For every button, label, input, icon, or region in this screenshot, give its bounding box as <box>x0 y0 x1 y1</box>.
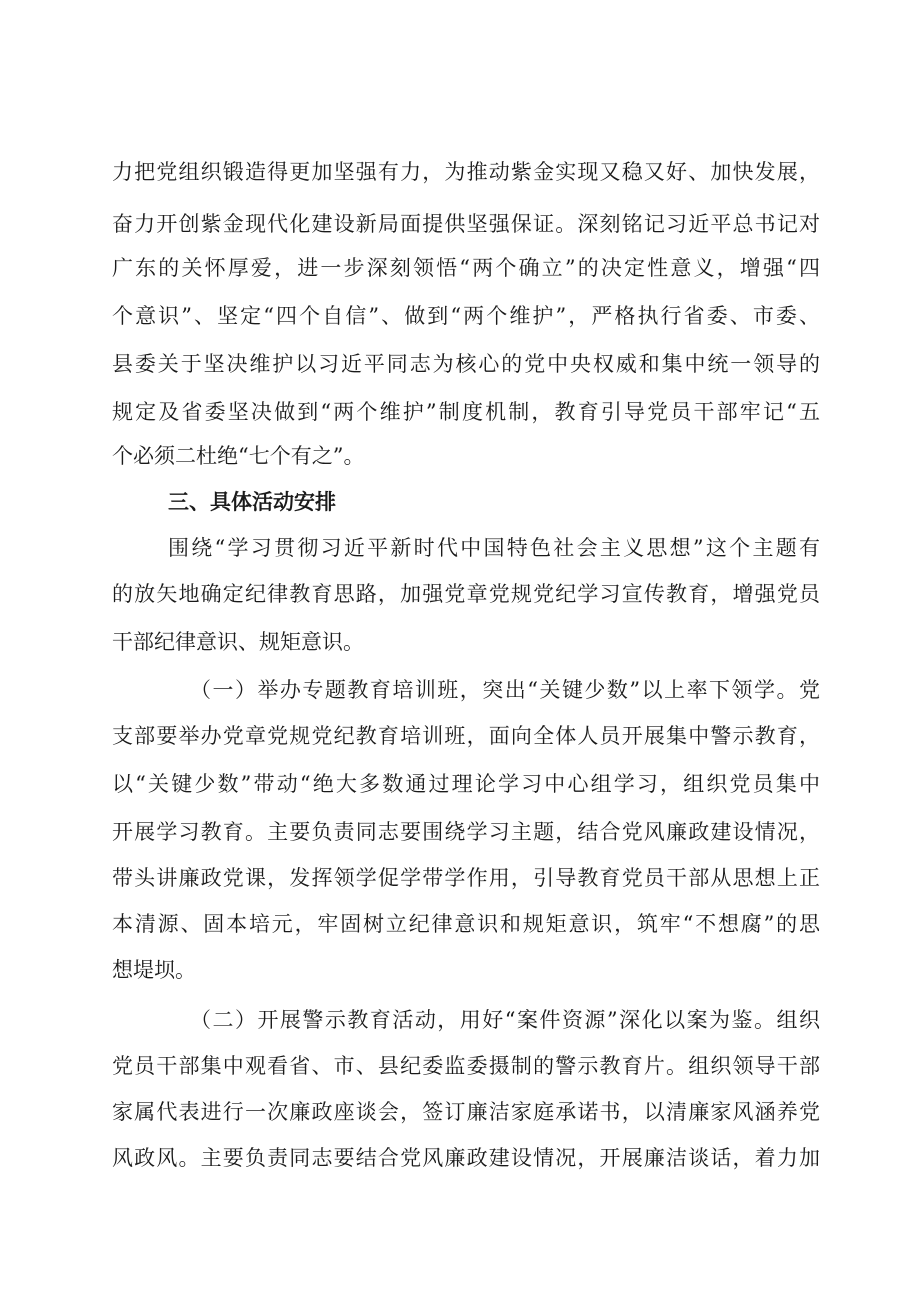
paragraph-1-line: 广东的关怀厚爱，进一步深刻领悟“两个确立”的决定性意义，增强“四 <box>112 256 820 280</box>
paragraph-3-line: 支部要举办党章党规党纪教育培训班，面向全体人员开展集中警示教育， <box>112 724 820 748</box>
section-heading: 三、具体活动安排 <box>168 490 336 514</box>
paragraph-3-line: 以“关键少数”带动“绝大多数通过理论学习中心组学习，组织党员集中 <box>112 772 820 796</box>
paragraph-1-line: 规定及省委坚决做到“两个维护”制度机制，教育引导党员干部牢记“五 <box>112 400 820 424</box>
paragraph-3-line: 想堤坝。 <box>112 958 196 982</box>
paragraph-2-line: 的放矢地确定纪律教育思路，加强党章党规党纪学习宣传教育，增强党员 <box>112 582 820 606</box>
paragraph-1-line: 力把党组织锻造得更加坚强有力，为推动紫金实现又稳又好、加快发展， <box>112 160 820 184</box>
paragraph-1-line: 奋力开创紫金现代化建设新局面提供坚强保证。深刻铭记习近平总书记对 <box>112 212 820 236</box>
paragraph-4-line: （二）开展警示教育活动，用好“案件资源”深化以案为鉴。组织 <box>190 1008 820 1032</box>
paragraph-3-line: 本清源、固本培元，牢固树立纪律意识和规矩意识，筑牢“不想腐”的思 <box>112 912 820 936</box>
paragraph-1-line: 县委关于坚决维护以习近平同志为核心的党中央权威和集中统一领导的 <box>112 352 820 376</box>
paragraph-1-line: 个意识”、坚定“四个自信”、做到“两个维护”，严格执行省委、市委、 <box>112 304 820 328</box>
paragraph-3-line: 带头讲廉政党课，发挥领学促学带学作用，引导教育党员干部从思想上正 <box>112 866 820 890</box>
paragraph-1-line: 个必须二杜绝“七个有之”。 <box>112 444 365 468</box>
paragraph-2-line: 围绕“学习贯彻习近平新时代中国特色社会主义思想”这个主题有 <box>168 536 820 560</box>
paragraph-3-line: （一）举办专题教育培训班，突出“关键少数”以上率下领学。党 <box>190 678 820 702</box>
paragraph-4-line: 党员干部集中观看省、市、县纪委监委摄制的警示教育片。组织领导干部 <box>112 1054 820 1078</box>
paragraph-4-line: 家属代表进行一次廉政座谈会，签订廉洁家庭承诺书，以清廉家风涵养党 <box>112 1100 820 1124</box>
paragraph-3-line: 开展学习教育。主要负责同志要围绕学习主题，结合党风廉政建设情况， <box>112 820 820 844</box>
paragraph-4-line: 风政风。主要负责同志要结合党风廉政建设情况，开展廉洁谈话，着力加 <box>112 1146 820 1170</box>
paragraph-2-line: 干部纪律意识、规矩意识。 <box>112 630 364 654</box>
